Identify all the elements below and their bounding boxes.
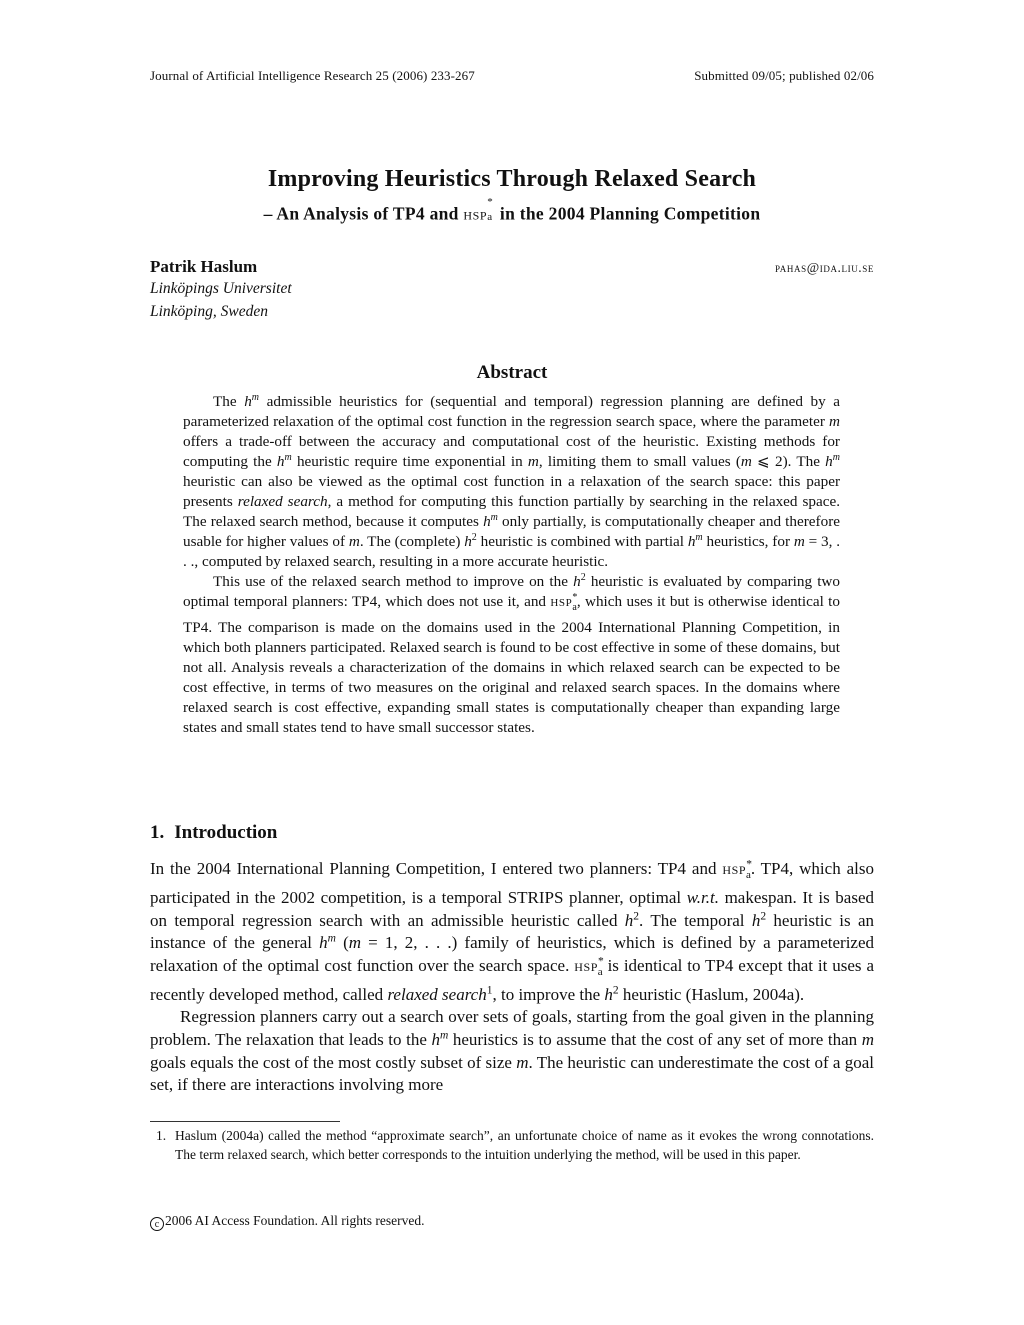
planner-sub: a [487,211,493,223]
author-email[interactable]: pahas@ida.liu.se [775,260,874,275]
author-block [150,257,874,323]
introduction-paragraph-2: Regression planners carry out a search over sets of goals, starting from the goal given in the planning problem. The relaxation that leads to the $h^m$ heuristics is to assume that the cost of any set of more than m goals equals the cost of the most costly subset of size m. The heuristic can underestimate the cost of a goal set, if there are interactions involving more [150,1007,874,1095]
abstract-heading: Abstract [476,362,548,383]
section-number: 1. [150,822,165,843]
paper-subtitle [150,196,874,225]
introduction-body [150,858,874,1097]
paper-title: Improving Heuristics Through Relaxed Search [267,166,757,192]
journal-citation: Journal of Artificial Intelligence Research 25 (2006) 233-267 [150,68,475,83]
subtitle-suffix: in the 2004 Planning Competition [499,203,761,224]
section-title: Introduction [174,822,278,843]
planner-subsup [487,196,495,223]
section-heading-introduction [150,822,874,844]
copyright-icon: c [150,1217,164,1231]
abstract-paragraph-2: This use of the relaxed search method to improve on the $h^2$ heuristic is evaluated by comparing two optimal temporal planners: TP4, which does not use it, and hsp*$_a$, which uses it but is otherwise identical to TP4. The comparison is made on the domains used in the 2004 International Planning Competition, in which both planners participated. Relaxed search is found to be cost effective in some of these domains, but not all. Analysis reveals a characterization of the domains in which relaxed search can be expected to be cost effective, in terms of two measures on the original and relaxed search spaces. In the domains where relaxed search is cost effective, expanding small states is computationally cheaper than expanding large states and small states tend to have small successor states. [183,571,840,737]
footnote-divider [150,1121,340,1122]
footnote-marker[interactable]: 1 [486,984,493,997]
copyright-text: 2006 AI Access Foundation. All rights reserved. [165,1213,425,1228]
footnote-text: Haslum (2004a) called the method “approximate search”, an unfortunate choice of name as it evokes the wrong connotations. The term relaxed search, which better corresponds to the intuition underlying the method, will be used in this paper. [175,1128,874,1162]
running-header [150,68,874,84]
submission-dates: Submitted 09/05; published 02/06 [694,68,874,83]
copyright-notice [150,1213,874,1231]
subtitle-prefix: – An Analysis of TP4 and [263,203,459,224]
footnote-1 [150,1127,874,1164]
footnote-number: 1. [156,1128,167,1143]
author-name: Patrik Haslum [150,257,258,276]
introduction-paragraph-1: In the 2004 International Planning Competition, I entered two planners: TP4 and hsp*$_a$. TP4, which also participated in the 2002 competition, is a temporal STRIPS planner, optimal w.r.t. makespan. It is based on temporal regression search with an admissible heuristic called $h^2$. The temporal $h^2$ heuristic is an instance of the general $h^m$ (m = 1, 2, . . .) family of heuristics, which is defined by a parameterized relaxation of the optimal cost function over the search space. hsp*$_a$ is identical to TP4 except that it uses a recently developed method, called relaxed search$^1$, to improve the $h^2$ heuristic (Haslum, 2004a). [150,858,875,1004]
abstract-paragraph-1: The $h^m$ admissible heuristics for (sequential and temporal) regression planning are defined by a parameterized relaxation of the optimal cost function in the regression search space, where the parameter m offers a trade-off between the accuracy and computational cost of the heuristic. Existing methods for computing the $h^m$ heuristic require time exponential in m, limiting them to small values (m ⩽ 2). The $h^m$ heuristic can also be viewed as the optimal cost function in a relaxation of the search space: this paper presents relaxed search, a method for computing this function partially by searching in the relaxed space. The relaxed search method, because it computes $h^m$ only partially, is computationally cheaper and therefore usable for higher values of m. The (complete) $h^2$ heuristic is combined with partial $h^m$ heuristics, for m = 3, . . ., computed by relaxed search, resulting in a more accurate heuristic. [183,391,841,570]
planner-name: hsp [463,203,488,224]
author-affiliation: Linköpings Universitet [150,280,292,297]
author-location: Linköping, Sweden [150,303,268,320]
planner-sup: * [487,196,494,208]
abstract-body [183,392,840,738]
